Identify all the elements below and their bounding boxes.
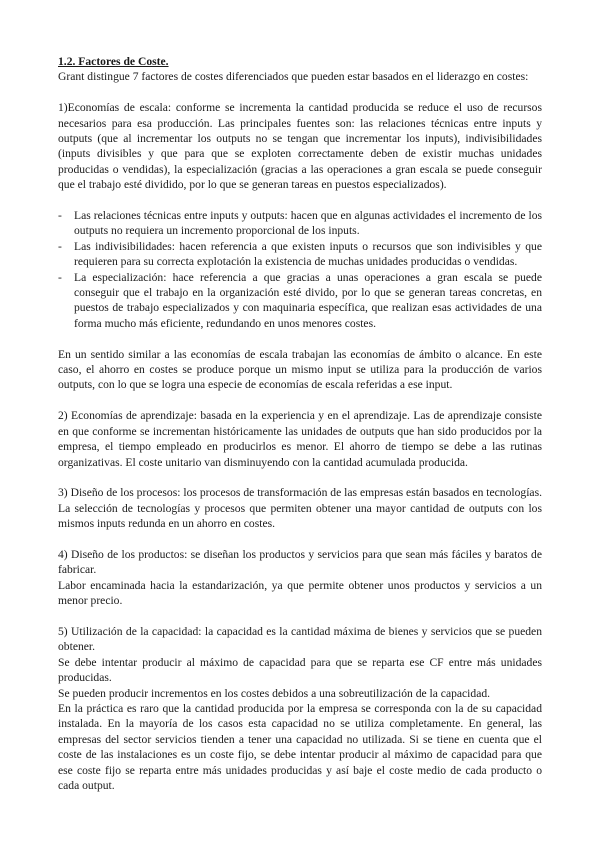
factor-5-paragraph: 5) Utilización de la capacidad: la capacidad es la cantidad máxima de bienes y servicios que se pueden obtener. <box>58 624 542 654</box>
list-item-text: La especialización: hace referencia a que gracias a unas operaciones a gran escala se puede conseguir que el trabajo en la organización esté divido, por lo que se generan tareas concretas, en puestos de trabajo especializados y con maquinaria específica, que realizan esas actividades de una forma mucho más eficiente, redundando en unos menores costes. <box>74 270 542 330</box>
document-page <box>58 54 542 793</box>
factor-4-paragraph: 4) Diseño de los productos: se diseñan los productos y servicios para que sean más fáciles y baratos de fabricar. <box>58 547 542 577</box>
dash-marker: - <box>58 209 62 223</box>
dash-marker: - <box>58 270 62 284</box>
list-item-text: Las indivisibilidades: hacen referencia a que existen inputs o recursos que son indivisibles y que requieren para su correcta explotación la existencia de muchas unidades producidas o vendidas. <box>74 239 542 269</box>
list-item-text: Las relaciones técnicas entre inputs y outputs: hacen que en algunas actividades el incremento de los outputs no requiera un incremento proporcional de los inputs. <box>74 209 542 238</box>
factor-1-paragraph: 1)Economías de escala: conforme se incrementa la cantidad producida se reduce el uso de recursos necesarios para esa producción. Las principales fuentes son: las relaciones técnicas entre inputs y outputs (que al incrementar los outputs no se tengan que incrementar los inputs), indivisibilidades (inputs divisibles y que para que se exploten correctamente deben de existir muchas unidades producidas o vendidas), la especialización (gracias a las operaciones a gran escala se puede conseguir que el trabajo esté dividido, por lo que se generan tareas en puestos especializados). <box>58 101 542 192</box>
list-item <box>58 208 542 239</box>
scale-sources-list <box>58 208 542 331</box>
factor-5-detail-1: Se debe intentar producir al máximo de capacidad para que se reparta ese CF entre más unidades producidas. <box>58 655 542 685</box>
factor-3-paragraph: 3) Diseño de los procesos: los procesos de transformación de las empresas están basados en tecnologías. La selección de tecnologías y procesos que permiten obtener una mayor cantidad de outputs con los mismos inputs redunda en un ahorro en costes. <box>58 486 542 531</box>
factor-2-paragraph: 2) Economías de aprendizaje: basada en la experiencia y en el aprendizaje. Las de aprendizaje consiste en que conforme se incrementan históricamente las unidades de outputs que han sido producidos por la empresa, el tiempo empleado en producirlos es menor. El ahorro de tiempo se debe a las rutinas organizativas. El coste unitario van disminuyendo con la cantidad acumulada producida. <box>58 409 542 469</box>
factor-5-detail-3: En la práctica es raro que la cantidad producida por la empresa se corresponda con la de su capacidad instalada. En la mayoría de los casos esta capacidad no se utiliza completamente. En general, las empresas del sector servicios tienden a tener una capacidad no utilizada. Si se tiene en cuenta que el coste de las instalaciones es un coste fijo, se debe intentar producir al máximo de capacidad para que ese coste fijo se reparta entre más unidades producidas y así baje el coste medio de cada producto o cada output. <box>58 701 542 792</box>
scope-economies-paragraph: En un sentido similar a las economías de escala trabajan las economías de ámbito o alcance. En este caso, el ahorro en costes se produce porque un mismo input se utiliza para la producción de varios outputs, con lo que se logra una especie de economías de escala referidas a ese input. <box>58 347 542 392</box>
list-item <box>58 270 542 332</box>
factor-4-detail: Labor encaminada hacia la estandarización, ya que permite obtener unos productos y servicios a un menor precio. <box>58 578 542 608</box>
dash-marker: - <box>58 239 62 253</box>
factor-5-detail-2: Se pueden producir incrementos en los costes debidos a una sobreutilización de la capacidad. <box>58 686 491 700</box>
section-title: 1.2. Factores de Coste. <box>58 55 169 68</box>
intro-paragraph: Grant distingue 7 factores de costes diferenciados que pueden estar basados en el liderazgo en costes: <box>58 70 529 84</box>
list-item <box>58 239 542 270</box>
